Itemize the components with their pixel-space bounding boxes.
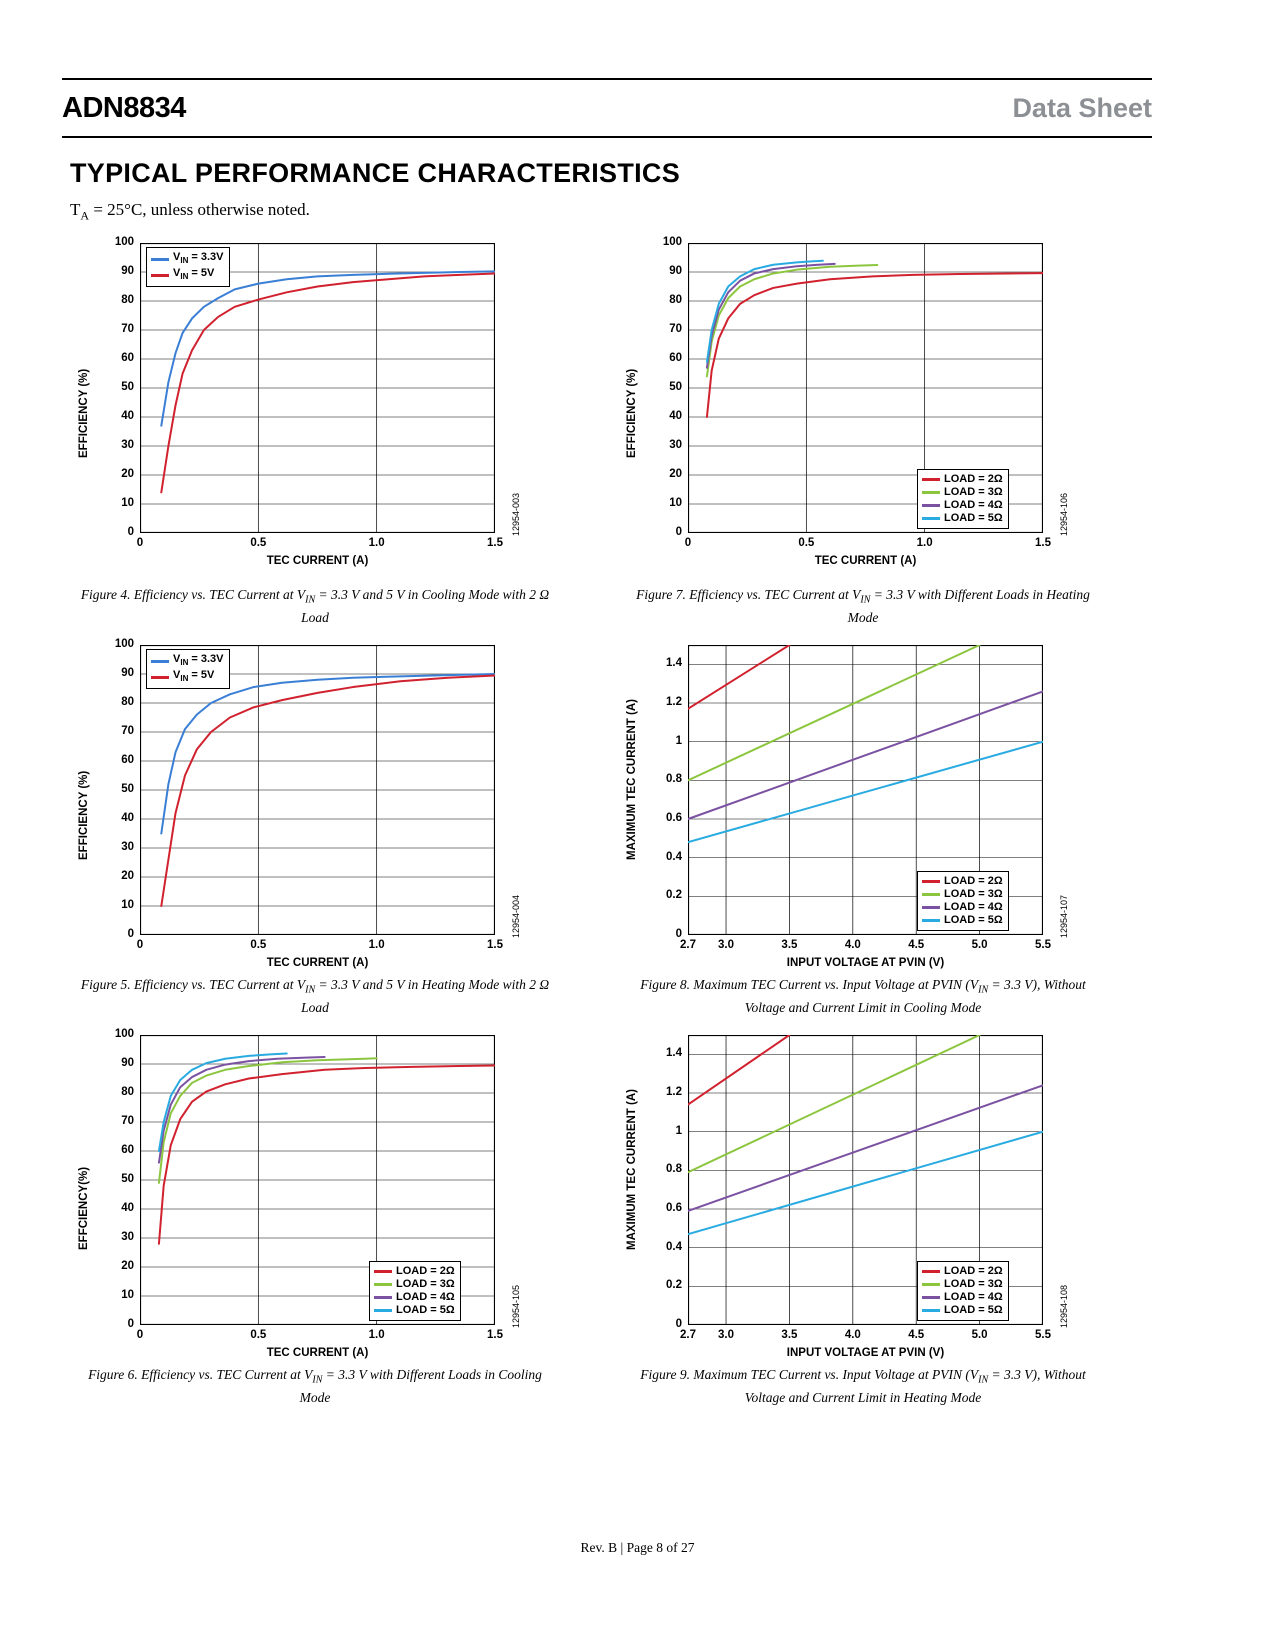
chart-legend [917, 1261, 1009, 1321]
legend-label: LOAD = 5Ω [396, 1304, 455, 1316]
y-axis-label: EFFICIENCY (%) [78, 770, 90, 860]
y-tick-label: 20 [121, 468, 134, 480]
x-tick-label: 4.0 [844, 1329, 861, 1341]
y-tick-label: 90 [121, 667, 134, 679]
y-tick-label: 80 [121, 696, 134, 708]
legend-label: LOAD = 2Ω [944, 1265, 1003, 1277]
page-footer: Rev. B | Page 8 of 27 [580, 1540, 695, 1555]
legend-item [922, 875, 1003, 888]
x-tick-label: 5.5 [1035, 1329, 1051, 1341]
y-tick-label: 0.4 [666, 850, 682, 863]
y-tick-label: 0.6 [666, 1202, 682, 1214]
legend-item [922, 1291, 1003, 1304]
x-tick-label: 0.5 [250, 1329, 267, 1341]
y-tick-label: 30 [121, 439, 134, 451]
y-tick-label: 90 [669, 265, 682, 277]
chart-legend [917, 469, 1009, 529]
x-tick-label: 1.5 [487, 939, 503, 951]
y-tick-label: 0 [675, 928, 682, 940]
y-tick-label: 70 [669, 323, 682, 335]
figure-doc-code: 12954-108 [1059, 1284, 1069, 1328]
x-tick-label: 0 [684, 537, 692, 549]
legend-color-swatch [374, 1270, 392, 1273]
y-axis-label: EFFCIENCY(%) [78, 1166, 90, 1250]
figure-5-caption: Figure 5. Efficiency vs. TEC Current at $V_{IN} = 3.3$ V and 5 V in Heating Mode with 2 Ω Load [80, 977, 550, 1016]
legend-label: LOAD = 2Ω [396, 1265, 455, 1277]
y-tick-label: 20 [121, 1260, 134, 1272]
legend-color-swatch [922, 880, 940, 883]
legend-label: LOAD = 2Ω [944, 473, 1003, 485]
legend-item [922, 1304, 1003, 1317]
x-tick-label: 3.5 [781, 939, 798, 951]
legend-color-swatch [922, 504, 940, 507]
figure-doc-code: 12954-107 [1059, 894, 1069, 938]
y-tick-label: 50 [121, 1173, 134, 1185]
x-tick-label: 5.0 [971, 1329, 988, 1341]
x-tick-label: 2.7 [680, 939, 696, 951]
x-axis-label: TEC CURRENT (A) [266, 957, 369, 969]
legend-label: LOAD = 4Ω [944, 1291, 1003, 1303]
legend-item [922, 901, 1003, 914]
y-tick-label: 80 [669, 294, 682, 306]
legend-item [922, 888, 1003, 901]
y-tick-label: 60 [121, 754, 134, 766]
y-tick-label: 100 [114, 1028, 134, 1040]
temperature-note [70, 200, 310, 223]
legend-color-swatch [922, 1283, 940, 1286]
y-tick-label: 50 [121, 783, 134, 795]
legend-color-swatch [151, 258, 169, 261]
legend-item [374, 1265, 455, 1278]
x-tick-label: 0.5 [250, 537, 267, 549]
x-tick-label: 1.0 [368, 939, 385, 951]
figure-doc-code: 12954-105 [511, 1284, 521, 1328]
legend-color-swatch [151, 274, 169, 277]
y-tick-label: 30 [669, 439, 682, 451]
legend-label: LOAD = 4Ω [944, 901, 1003, 913]
x-axis-label: TEC CURRENT (A) [814, 555, 917, 567]
x-tick-label: 3.5 [781, 1329, 798, 1341]
y-tick-label: 20 [121, 870, 134, 882]
y-tick-label: 1.2 [666, 1086, 682, 1098]
legend-item [151, 251, 224, 267]
legend-label: LOAD = 3Ω [944, 486, 1003, 498]
legend-label: LOAD = 3Ω [944, 888, 1003, 900]
part-number: ADN8834 [62, 91, 186, 124]
legend-item [374, 1278, 455, 1291]
y-tick-label: 1 [675, 1124, 682, 1137]
legend-item [374, 1291, 455, 1304]
legend-color-swatch [151, 676, 169, 679]
y-tick-label: 0.8 [666, 1163, 682, 1176]
y-tick-label: 0 [675, 1318, 682, 1330]
temp-rest: = 25°C, unless otherwise noted. [89, 200, 310, 219]
y-axis-label: MAXIMUM TEC CURRENT (A) [626, 1089, 638, 1250]
y-tick-label: 60 [121, 1144, 134, 1156]
y-tick-label: 0 [675, 526, 682, 538]
x-tick-label: 0 [136, 1329, 144, 1341]
x-axis-label: TEC CURRENT (A) [266, 1347, 369, 1359]
x-tick-label: 5.0 [971, 939, 988, 951]
y-tick-label: 70 [121, 725, 134, 737]
y-tick-label: 80 [121, 294, 134, 306]
legend-color-swatch [922, 893, 940, 896]
y-axis-label: EFFICIENCY (%) [626, 368, 638, 458]
legend-label: LOAD = 5Ω [944, 512, 1003, 524]
figure-doc-code: 12954-106 [1059, 492, 1069, 536]
legend-item [922, 1278, 1003, 1291]
legend-label: $V_{IN} = 5V$ [173, 669, 215, 684]
y-tick-label: 0.8 [666, 773, 682, 786]
legend-color-swatch [922, 1309, 940, 1312]
figure-7-caption: Figure 7. Efficiency vs. TEC Current at $V_{IN} = 3.3$ V with Different Loads in Heating Mode [636, 587, 1090, 626]
legend-color-swatch [374, 1296, 392, 1299]
x-tick-label: 1.5 [487, 537, 503, 549]
x-tick-label: 0.5 [250, 939, 267, 951]
y-tick-label: 70 [121, 323, 134, 335]
legend-item [151, 653, 224, 669]
y-tick-label: 10 [121, 899, 134, 911]
y-axis-label: MAXIMUM TEC CURRENT (A) [626, 699, 638, 860]
figure-4-caption: Figure 4. Efficiency vs. TEC Current at $V_{IN} = 3.3$ V and 5 V in Cooling Mode with 2 Ω Load [80, 587, 550, 626]
x-tick-label: 1.5 [487, 1329, 503, 1341]
figure-9-caption: Figure 9. Maximum TEC Current vs. Input Voltage at PVIN ($V_{IN} = 3.3$ V), Without Voltage and Current Limit in Heating Mode [640, 1367, 1086, 1406]
x-tick-label: 5.5 [1035, 939, 1051, 951]
y-axis-label: EFFICIENCY (%) [78, 368, 90, 458]
x-tick-label: 4.5 [908, 1329, 925, 1341]
y-tick-label: 50 [669, 381, 682, 393]
x-tick-label: 2.7 [680, 1329, 696, 1341]
x-tick-label: 4.5 [908, 939, 925, 951]
legend-label: LOAD = 5Ω [944, 914, 1003, 926]
legend-color-swatch [922, 491, 940, 494]
y-tick-label: 60 [669, 352, 682, 364]
chart-legend [369, 1261, 461, 1321]
y-tick-label: 0.2 [666, 889, 682, 902]
y-tick-label: 80 [121, 1086, 134, 1098]
y-tick-label: 1.4 [666, 657, 682, 670]
y-tick-label: 0 [127, 526, 134, 538]
y-tick-label: 20 [669, 468, 682, 480]
legend-color-swatch [922, 478, 940, 481]
x-axis-label: INPUT VOLTAGE AT PVIN (V) [786, 957, 945, 969]
legend-item [922, 914, 1003, 927]
temp-subscript: A [80, 208, 90, 223]
y-tick-label: 40 [121, 812, 134, 824]
y-tick-label: 1 [675, 734, 682, 747]
legend-color-swatch [922, 517, 940, 520]
y-tick-label: 70 [121, 1115, 134, 1127]
legend-label: LOAD = 4Ω [396, 1291, 455, 1303]
legend-item [151, 267, 224, 283]
y-tick-label: 100 [114, 638, 134, 650]
legend-item [922, 486, 1003, 499]
legend-color-swatch [374, 1309, 392, 1312]
y-tick-label: 10 [669, 497, 682, 509]
x-tick-label: 0 [136, 537, 144, 549]
legend-item [922, 473, 1003, 486]
y-tick-label: 50 [121, 381, 134, 393]
y-tick-label: 0 [127, 1318, 134, 1330]
figure-doc-code: 12954-004 [511, 894, 521, 938]
figure-8-caption: Figure 8. Maximum TEC Current vs. Input Voltage at PVIN ($V_{IN} = 3.3$ V), Without Voltage and Current Limit in Cooling Mode [640, 977, 1086, 1016]
legend-item [922, 1265, 1003, 1278]
legend-label: $V_{IN} = 3.3V$ [173, 653, 224, 668]
x-tick-label: 0.5 [798, 537, 815, 549]
y-tick-label: 10 [121, 1289, 134, 1301]
y-tick-label: 40 [121, 1202, 134, 1214]
x-axis-label: TEC CURRENT (A) [266, 555, 369, 567]
legend-label: LOAD = 4Ω [944, 499, 1003, 511]
y-tick-label: 100 [662, 236, 682, 248]
x-tick-label: 1.0 [368, 537, 385, 549]
y-tick-label: 100 [114, 236, 134, 248]
x-tick-label: 1.0 [368, 1329, 385, 1341]
document-type: Data Sheet [1012, 92, 1152, 123]
y-tick-label: 1.2 [666, 696, 682, 708]
y-tick-label: 0.4 [666, 1240, 682, 1253]
chart-legend [917, 871, 1009, 931]
y-tick-label: 90 [121, 1057, 134, 1069]
y-tick-label: 0 [127, 928, 134, 940]
chart-legend [146, 247, 230, 287]
legend-label: $V_{IN} = 5V$ [173, 267, 215, 282]
legend-color-swatch [922, 1270, 940, 1273]
legend-color-swatch [922, 906, 940, 909]
x-axis-label: INPUT VOLTAGE AT PVIN (V) [786, 1347, 945, 1359]
x-tick-label: 3.0 [718, 1329, 735, 1341]
legend-label: LOAD = 3Ω [944, 1278, 1003, 1290]
y-tick-label: 10 [121, 497, 134, 509]
legend-color-swatch [374, 1283, 392, 1286]
legend-color-swatch [922, 1296, 940, 1299]
legend-item [922, 499, 1003, 512]
x-tick-label: 1.0 [916, 537, 933, 549]
y-tick-label: 1.4 [666, 1047, 682, 1060]
legend-label: LOAD = 2Ω [944, 875, 1003, 887]
page-header [62, 78, 1152, 138]
y-tick-label: 30 [121, 841, 134, 853]
y-tick-label: 60 [121, 352, 134, 364]
y-tick-label: 40 [121, 410, 134, 422]
y-tick-label: 0.6 [666, 812, 682, 824]
legend-color-swatch [151, 660, 169, 663]
x-tick-label: 1.5 [1035, 537, 1051, 549]
y-tick-label: 90 [121, 265, 134, 277]
page-title: TYPICAL PERFORMANCE CHARACTERISTICS [70, 158, 681, 188]
x-tick-label: 0 [136, 939, 144, 951]
y-tick-label: 40 [669, 410, 682, 422]
legend-item [922, 512, 1003, 525]
y-tick-label: 30 [121, 1231, 134, 1243]
legend-color-swatch [922, 919, 940, 922]
temp-prefix: T [70, 200, 81, 219]
x-tick-label: 3.0 [718, 939, 735, 951]
legend-item [374, 1304, 455, 1317]
legend-label: LOAD = 5Ω [944, 1304, 1003, 1316]
legend-item [151, 669, 224, 685]
x-tick-label: 4.0 [844, 939, 861, 951]
y-tick-label: 0.2 [666, 1279, 682, 1292]
legend-label: LOAD = 3Ω [396, 1278, 455, 1290]
figure-doc-code: 12954-003 [511, 492, 521, 536]
chart-legend [146, 649, 230, 689]
legend-label: $V_{IN} = 3.3V$ [173, 251, 224, 266]
figure-6-caption: Figure 6. Efficiency vs. TEC Current at $V_{IN} = 3.3$ V with Different Loads in Cooling Mode [88, 1367, 542, 1406]
